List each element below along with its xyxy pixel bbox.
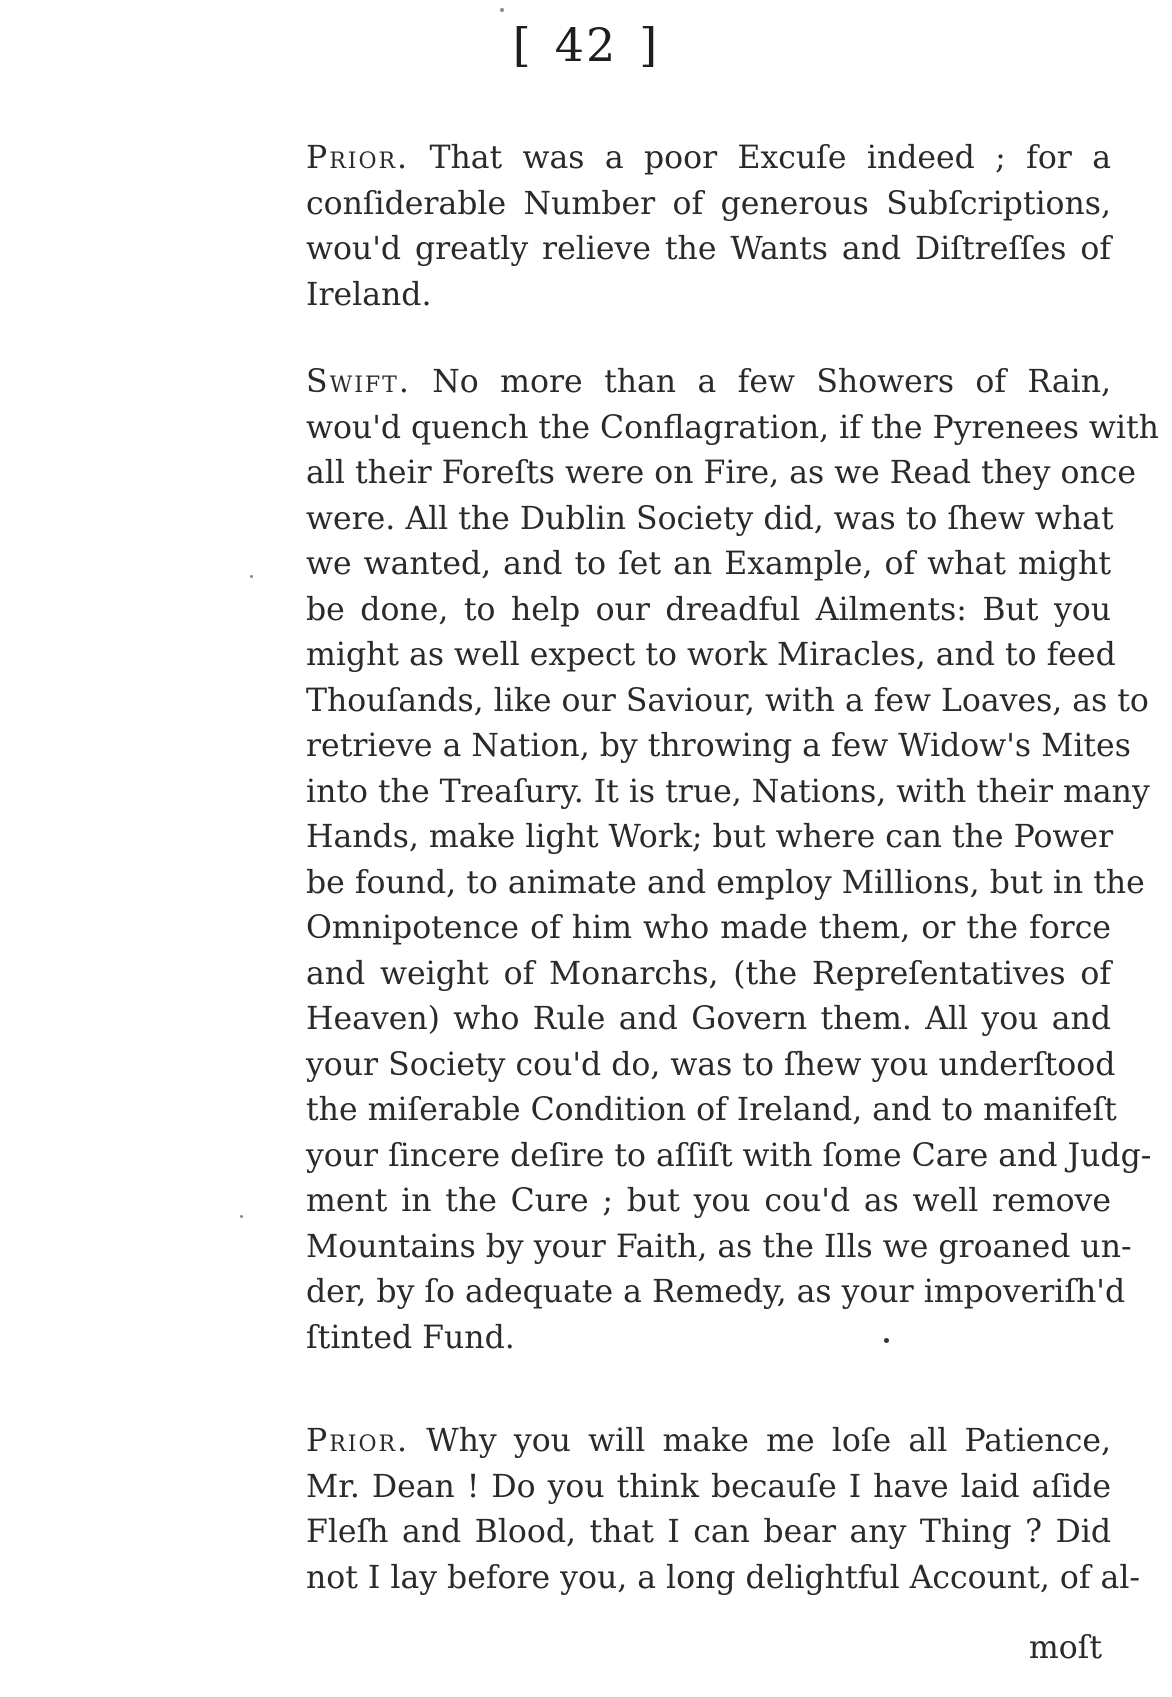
paragraph-prior-1 — [306, 136, 1111, 318]
ink-speck — [884, 1338, 889, 1343]
ink-speck — [500, 8, 504, 12]
text-line — [306, 360, 1111, 406]
text-line: ment in the Cure ; but you cou'd as well remove — [306, 1183, 1111, 1219]
text-line: Fleſh and Blood, that I can bear any Thing ? Did — [306, 1514, 1111, 1550]
text-line: der, by ſo adequate a Remedy, as your impoveriſh'd — [306, 1274, 1126, 1310]
line-text: No more than a few Showers of Rain, — [410, 364, 1111, 400]
text-line: the miſerable Condition of Ireland, and to manifeſt — [306, 1092, 1117, 1128]
bracket-open: [ — [512, 18, 533, 72]
page-number-value: 42 — [554, 18, 618, 72]
text-line: wou'd quench the Conflagration, if the Pyrenees with — [306, 409, 1159, 446]
text-line: not I lay before you, a long delightful Account, of al- — [306, 1559, 1141, 1596]
text-line: and weight of Monarchs, (the Repreſentatives of — [306, 955, 1111, 992]
line-text: Why you will make me loſe all Patience, — [409, 1423, 1111, 1459]
text-line: all their Foreſts were on Fire, as we Read they once — [306, 455, 1137, 491]
text-line: ſtinted Fund. — [306, 1319, 515, 1356]
paragraph-prior-2 — [306, 1419, 1141, 1601]
speaker-name: Prior. — [306, 1423, 410, 1459]
text-line: Heaven) who Rule and Govern them. All you and — [306, 1001, 1111, 1037]
ink-speck — [240, 1215, 243, 1218]
catchword: moſt — [1028, 1630, 1102, 1666]
paragraph-swift — [306, 360, 1159, 1361]
text-line: were. All the Dublin Society did, was to ſhew what — [306, 500, 1114, 537]
text-line: Thouſands, like our Saviour, with a few Loaves, as to — [306, 682, 1149, 719]
text-line: be done, to help our dreadful Ailments: But you — [306, 591, 1111, 628]
text-line: be found, to animate and employ Millions, but in the — [306, 864, 1145, 901]
text-line — [306, 1419, 1111, 1465]
text-line — [306, 136, 1111, 182]
text-line: into the Treaſury. It is true, Nations, with their many — [306, 773, 1150, 810]
text-line: Hands, make light Work; but where can the Power — [306, 819, 1114, 855]
text-line: wou'd greatly relieve the Wants and Diſtreſſes of — [306, 231, 1111, 267]
ink-speck — [250, 575, 253, 578]
text-line: might as well expect to work Miracles, and to feed — [306, 637, 1116, 673]
page-number — [0, 18, 1172, 72]
text-line: Ireland. — [306, 276, 432, 313]
text-line: we wanted, and to ſet an Example, of what might — [306, 546, 1111, 582]
bracket-close: ] — [639, 18, 660, 72]
speaker-name: Prior. — [306, 140, 410, 176]
speaker-name: Swift. — [306, 364, 411, 400]
text-line: Mountains by your Faith, as the Ills we groaned un- — [306, 1228, 1132, 1265]
text-line: your Society cou'd do, was to ſhew you underſtood — [306, 1046, 1116, 1083]
text-line: Omnipotence of him who made them, or the force — [306, 910, 1111, 946]
text-line: conſiderable Number of generous Subſcriptions, — [306, 185, 1111, 222]
text-line: Mr. Dean ! Do you think becauſe I have laid aſide — [306, 1468, 1111, 1505]
text-line: your ſincere deſire to aſſiſt with ſome Care and Judg- — [306, 1137, 1152, 1174]
text-line: retrieve a Nation, by throwing a few Widow's Mites — [306, 728, 1131, 764]
line-text: That was a poor Excuſe indeed ; for a — [409, 140, 1111, 176]
